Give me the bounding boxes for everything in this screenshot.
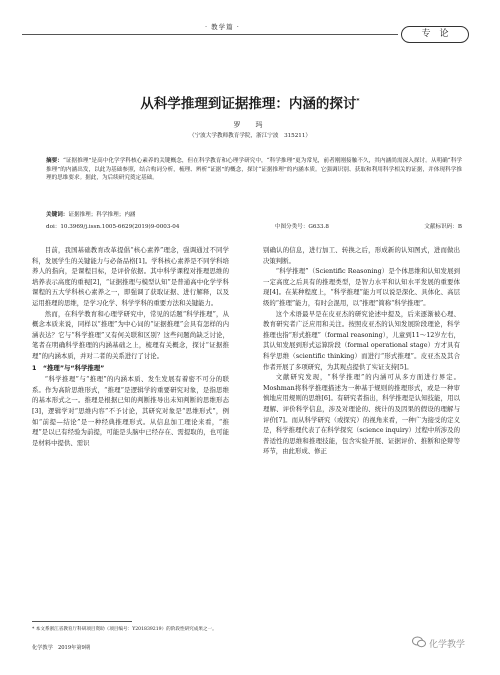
abstract bbox=[46, 157, 462, 183]
paragraph: 文献研究发现，“科学推理”的内涵可从多方面进行界定。Moshman将科学推理描述为一种基于规则的推理形式，或是一种审慎地应用规则的思维[6]。有研究者指出，科学推理是认知技能，用以理解、评价科学信息，涉及对理论的、统计的及因果的假设的理解与评价[7]。而从科学研究（或探究）的视角来看，一种广为接受的定义是，科学推理代表了在科学探究（science inquiry）过程中所涉及的普适性的思维和推理技能，包含实验开展、证据评价、推断和论辩等环节，由此形成、修正 bbox=[263, 373, 460, 456]
right-column bbox=[263, 245, 460, 457]
header-rule bbox=[22, 34, 398, 35]
left-column bbox=[32, 245, 229, 448]
article-title bbox=[0, 92, 500, 112]
paragraph: 别确认的信息，进行加工、转换之后，形成新的认知图式，进而做出决策判断。 bbox=[263, 246, 460, 265]
paragraph: “科学推理”与“推理”的内涵本质、发生发展有着密不可分的联系。作为高阶思维形式，“推理”是逻辑学的重要研究对象，是指思维的基本形式之一。推理是根据已知的判断推导出未知判断的思维形态[3]，逻辑学对“思维内容”不予讨论，其研究对象是“思维形式”，例如“前提—结论”是一种经典推理形式。从信息加工理论来看，“推理”是以已有经验为前提，可能是头脑中已经存在、需提取的，也可能是材料中提供、需识 bbox=[32, 375, 229, 447]
watermark-text: 化学教学 bbox=[429, 640, 466, 650]
section-heading: 1 “推理”与“科学推理” bbox=[32, 363, 105, 372]
document-code: 文献标识码：B bbox=[424, 224, 462, 230]
column-tag: 专 论 bbox=[401, 26, 469, 43]
doi: doi：10.3969/j.issn.1005-6629(2019)9-0003-04 bbox=[46, 224, 180, 230]
title-mark: * bbox=[356, 97, 360, 105]
footnote-rule bbox=[32, 621, 132, 622]
paragraph: “科学推理”（Scientific Reasoning）是个体思维和认知发展到一定高度之后具有的推理类型，是智力水平和认知水平发展的重要体现[4]。在某种程度上，“科学推理”能力可以说是深化、具体化、高层级的“推理”能力，有时会混用，以“推理”简称“科学推理”。 bbox=[263, 267, 460, 307]
author: 罗 玛 bbox=[233, 121, 267, 129]
affiliation: （宁波大学教师教育学院，浙江宁波 315211） bbox=[188, 133, 312, 139]
keywords-text: 证据推理；科学推理；内涵 bbox=[68, 212, 136, 218]
paragraph: 目前，我国基础教育改革提倡“核心素养”理念，强调通过不同学科，发展学生的关键能力与必备品格[1]。学科核心素养是不同学科培养人的指向，是课程目标，是评价依据。其中科学课程对推理思维的培养表示高度的重视[2]，“证据推理与模型认知”是普通高中化学学科课程的五大学科核心素养之一，即强调了获取证据、进行解释，以及运用推理的思维，是学习化学、科学学科的重要方法和关键能力。 bbox=[32, 246, 229, 307]
watermark bbox=[412, 636, 465, 651]
wechat-icon bbox=[412, 636, 426, 651]
keywords bbox=[46, 210, 136, 218]
page-footer: 化学教学 2019年第9期 bbox=[32, 645, 91, 651]
running-header: · 教学篇 · bbox=[205, 23, 240, 31]
abstract-label: 摘要： bbox=[46, 158, 63, 164]
abstract-text: “证据推理”是高中化学学科核心素养的关键概念，但在科学教育和心理学研究中，“科学推理”更为常见，前者刚刚接触不久，其内涵尚需深入探讨。从明确“科学推理”的内涵出发，以此为基础参照，结合构词分析，梳理、辨析“证据”的概念，探讨“证据推理”的内涵本质。它强调识别、获取和利用科学相关的证据，并体现科学推理的思维要求。据此，为后续研究奠定基础。 bbox=[46, 158, 462, 182]
clc-number: 中图分类号：G633.8 bbox=[274, 224, 329, 230]
footnote: * 本文系浙江省教育厅科研项目资助（项目编号：Y201839219）的阶段性研究成果之一。 bbox=[32, 627, 217, 632]
article-meta bbox=[46, 222, 462, 230]
title-text: 从科学推理到证据推理：内涵的探讨 bbox=[140, 96, 357, 112]
paragraph: 然而，在科学教育和心理学研究中，常见的话题“科学推理”，从概念本质来说，同样以“推理”为中心词的“证据推理”会具有怎样的内涵表达？它与“科学推理”又有何关联和区别？这些问题尚缺乏讨论，笔者在明确科学推理的内涵基础之上，梳理有关概念，探讨“证据推理”的内涵本质，并对二者的关系进行了讨论。 bbox=[32, 309, 229, 360]
paragraph: 这个术语最早是在皮亚杰的研究论述中提及，后来逐渐被心理、教育研究者广泛应用和关注。按照皮亚杰的认知发展阶段理论，科学推理也指“形式推理”（formal reasoning），儿童到11～12岁左右，其认知发展到形式运算阶段（formal operational stage）方才具有科学思维（scientific thinking）而进行“形式推理”。皮亚杰及其合作者开展了多项研究，为其观点提供了实证支持[5]。 bbox=[263, 309, 460, 371]
keywords-label: 关键词： bbox=[46, 212, 69, 218]
